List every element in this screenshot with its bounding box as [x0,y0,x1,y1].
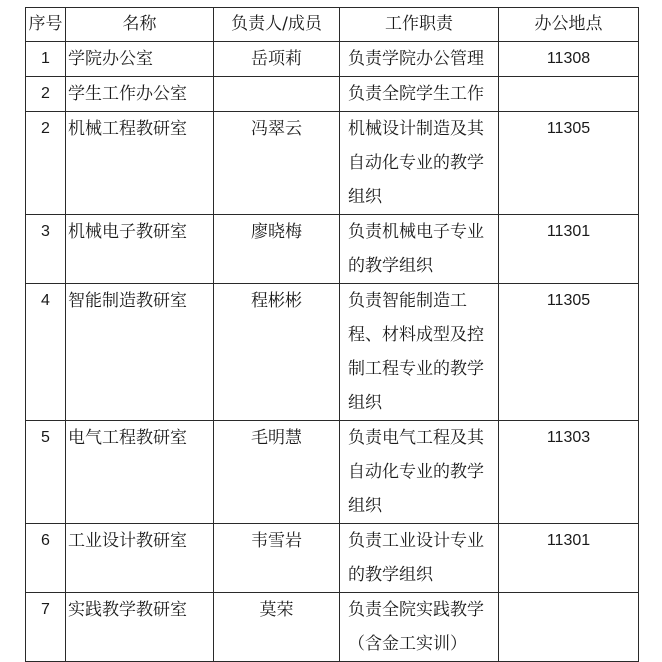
header-no: 序号 [26,8,66,42]
header-person: 负责人/成员 [214,8,340,42]
cell-location: 11301 [499,215,639,284]
cell-location: 11301 [499,524,639,593]
cell-duty: 负责工业设计专业的教学组织 [340,524,499,593]
cell-location: 11305 [499,284,639,421]
table-row [26,284,639,421]
cell-name: 学生工作办公室 [66,77,214,112]
cell-person: 韦雪岩 [214,524,340,593]
cell-duty: 负责电气工程及其自动化专业的教学组织 [340,421,499,524]
table-row [26,593,639,662]
cell-name: 智能制造教研室 [66,284,214,421]
cell-person: 莫荣 [214,593,340,662]
cell-name: 实践教学教研室 [66,593,214,662]
cell-person: 岳项莉 [214,42,340,77]
cell-duty: 负责全院学生工作 [340,77,499,112]
cell-person: 程彬彬 [214,284,340,421]
cell-name: 工业设计教研室 [66,524,214,593]
cell-name: 机械工程教研室 [66,112,214,215]
table-row [26,42,639,77]
cell-no: 2 [26,112,66,215]
cell-location: 11308 [499,42,639,77]
cell-no: 1 [26,42,66,77]
cell-no: 2 [26,77,66,112]
cell-duty: 机械设计制造及其自动化专业的教学组织 [340,112,499,215]
table-row [26,77,639,112]
cell-person: 冯翠云 [214,112,340,215]
cell-no: 4 [26,284,66,421]
cell-location [499,77,639,112]
table-row [26,421,639,524]
header-row [26,8,639,42]
header-duty: 工作职责 [340,8,499,42]
department-table [25,7,639,662]
cell-location [499,593,639,662]
cell-location: 11303 [499,421,639,524]
cell-person: 廖晓梅 [214,215,340,284]
header-name: 名称 [66,8,214,42]
cell-name: 电气工程教研室 [66,421,214,524]
cell-person [214,77,340,112]
cell-duty: 负责智能制造工程、材料成型及控制工程专业的教学组织 [340,284,499,421]
cell-duty: 负责学院办公管理 [340,42,499,77]
cell-location: 11305 [499,112,639,215]
cell-no: 5 [26,421,66,524]
cell-name: 学院办公室 [66,42,214,77]
cell-person: 毛明慧 [214,421,340,524]
table-row [26,524,639,593]
cell-name: 机械电子教研室 [66,215,214,284]
table-row [26,215,639,284]
table-row [26,112,639,215]
cell-no: 6 [26,524,66,593]
cell-no: 7 [26,593,66,662]
cell-duty: 负责机械电子专业的教学组织 [340,215,499,284]
header-location: 办公地点 [499,8,639,42]
cell-duty: 负责全院实践教学（含金工实训） [340,593,499,662]
cell-no: 3 [26,215,66,284]
